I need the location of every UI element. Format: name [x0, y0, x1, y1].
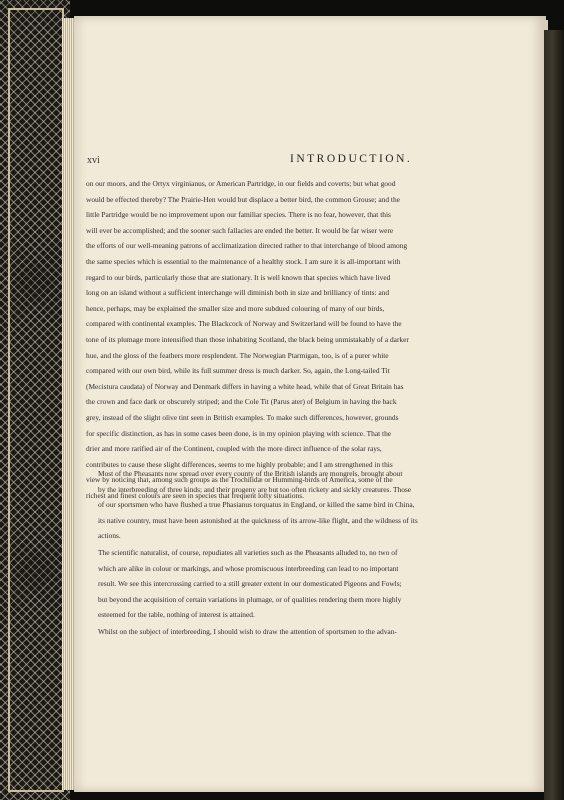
text-line: contributes to cause these slight differences, seems to me highly probable; and I am strengthened in this: [86, 459, 393, 469]
text-line: of our sportsmen who have flushed a true Phasianus torquatus in England, or killed the same bird in China,: [98, 500, 415, 510]
text-line: drier and more rarified air of the Continent, coupled with the more direct influence of the solar rays,: [86, 444, 382, 454]
text-line: compared with continental examples. The Blackcock of Norway and Switzerland will be found to have the: [86, 319, 402, 329]
text-line: The scientific naturalist, of course, repudiates all varieties such as the Pheasants alluded to, no two of: [98, 548, 398, 557]
page-number: xvi: [87, 155, 100, 166]
border-frame: [8, 8, 64, 792]
text-line: hue, and the gloss of the feathers more resplendent. The Norwegian Ptarmigan, too, is of a purer white: [86, 350, 389, 360]
decorative-binding-border: [0, 0, 70, 800]
text-line: (Mecistura caudata) of Norway and Denmark differs in having a white head, while that of Great Britain has: [86, 381, 404, 391]
book-spine-shadow: [544, 30, 564, 800]
text-line: regard to our birds, particularly those that are stationary. It is well known that species which have lived: [86, 272, 391, 282]
text-line: compared with our own bird, while its full summer dress is much darker. So, again, the Long-tailed Tit: [86, 366, 390, 376]
text-line: tone of its plumage more intensified than those inhabiting Scotland, the black being unmistakably of a darker: [86, 334, 409, 344]
text-line: for specific distinction, as has in some cases been done, is in my opinion playing with science. That the: [86, 428, 392, 438]
text-line: long on an island without a sufficient interchange will diminish both in size and brilliancy of tints: and: [86, 288, 390, 298]
paragraph-4: [86, 624, 498, 640]
paragraph-2: [86, 466, 498, 544]
text-line: on our moors, and the Ortyx virginianus, or American Partridge, in our fields and coverts; but what good: [86, 179, 396, 188]
text-line: hence, perhaps, may be explained the smaller size and more subdued colouring of many of our birds,: [86, 303, 385, 313]
text-line: which are alike in colour or markings, and whose promiscuous interbreeding can lead to no important: [98, 563, 399, 573]
text-line: the same species which is essential to the maintenance of a healthy stock. I am sure it is all-important with: [86, 256, 401, 266]
text-line: the crown and face dark or obscurely striped; and the Cole Tit (Parus ater) of Belgium in having the back: [86, 397, 397, 407]
text-line: Whilst on the subject of interbreeding, I should wish to draw the attention of sportsmen to the advan-: [98, 627, 397, 636]
text-line: grey, instead of the slight olive tint seen in British examples. To make such differences, however, grounds: [86, 412, 399, 422]
text-line: little Partridge would be no improvement upon our familiar species. There is no fear, however, that this: [86, 210, 391, 220]
text-line: actions.: [98, 531, 121, 541]
text-line: would be effected thereby? The Prairie-Hen would but displace a better bird, the common Grouse; and the: [86, 194, 400, 204]
text-line: by the interbreeding of three kinds; and their progeny are but too often rickety and sickly creatures. Those: [98, 484, 412, 494]
text-line: result. We see this intercrossing carried to a still greater extent in our domesticated Pigeons and Fowls;: [98, 579, 402, 589]
running-head: INTRODUCTION.: [290, 153, 413, 165]
text-line: esteemed for the table, nothing of interest is attained.: [98, 610, 255, 620]
text-line: will ever be accomplished; and the sooner such fallacies are ended the better. It would be far wiser were: [86, 225, 394, 235]
text-line: view by noticing that, among such groups as the Trochilidæ or Humming-birds of America, some of the: [86, 475, 393, 485]
text-line: Most of the Pheasants now spread over every county of the British islands are mongrels, brought about: [98, 469, 403, 478]
text-line: its native country, must have been astonished at the quickness of its arrow-like flight, and the wildness of its: [98, 515, 418, 525]
text-line: but beyond the acquisition of certain variations in plumage, or of qualities rendering them more highly: [98, 594, 402, 604]
text-line: richest and finest colours are seen in species that frequent lofty situations.: [86, 490, 304, 500]
text-line: the efforts of our well-meaning patrons of acclimatization directed rather to that interchange of blood among: [86, 241, 408, 251]
paragraph-1: [86, 176, 498, 503]
paragraph-3: [86, 545, 498, 623]
